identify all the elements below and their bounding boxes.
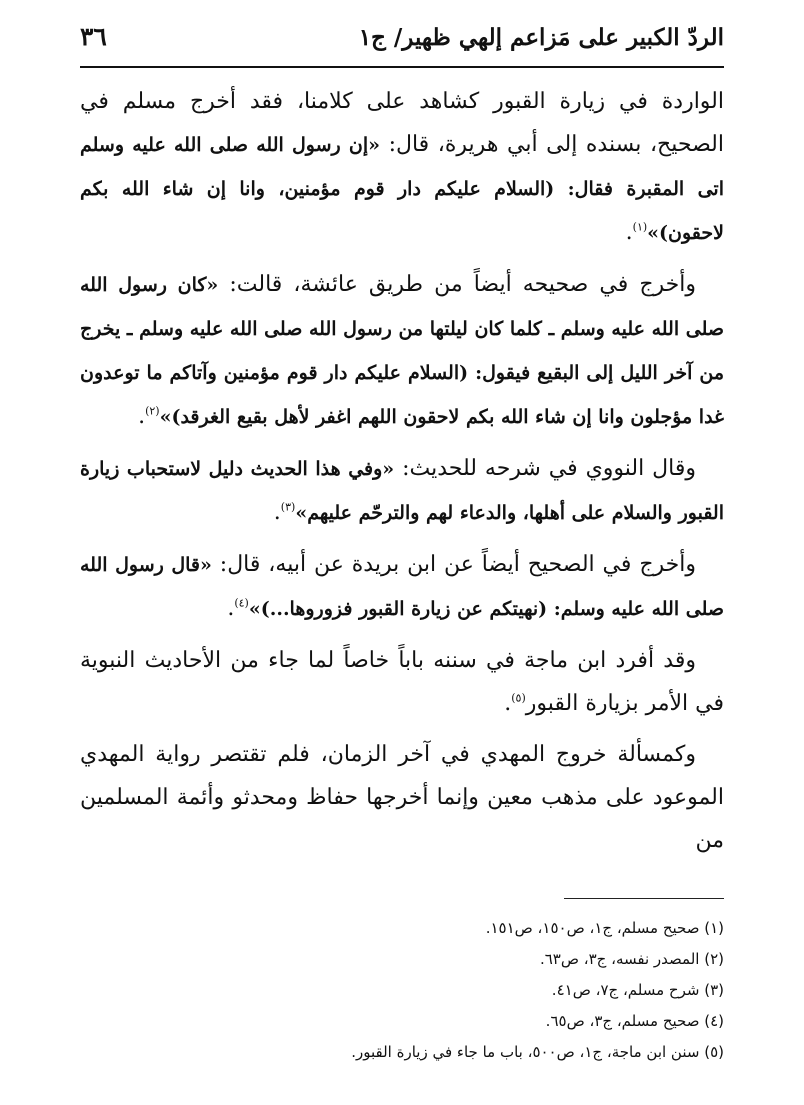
paragraph-text: وأخرج في الصحيح أيضاً عن ابن بريدة عن أبيه، قال: xyxy=(211,552,696,577)
footnote-rule xyxy=(564,898,724,899)
paragraph xyxy=(80,733,724,862)
footnote-ref: (٢) xyxy=(145,404,160,418)
hadith-quote: «قال رسول الله صلى الله عليه وسلم: (نهيتكم عن زيارة القبور فزوروها...)» xyxy=(80,554,724,620)
footnote-item: (٢) المصدر نفسه، ج٣، ص٦٣. xyxy=(539,950,724,968)
paragraph-text: وأخرج في صحيحه أيضاً من طريق عائشة، قالت: xyxy=(218,272,696,297)
paragraph-text: وقال النووي في شرحه للحديث: xyxy=(394,456,697,481)
paragraph-text: وكمسألة خروج المهدي في آخر الزمان، فلم تقتصر رواية المهدي الموعود على مذهب معين وإنما أخرجها حفاظ ومحدثو وأئمة المسلمين من xyxy=(80,742,724,853)
hadith-quote: «إن رسول الله صلى الله عليه وسلم اتى المقبرة فقال: (السلام عليكم دار قوم مؤمنين، وانا إن شاء الله بكم لاحقون)» xyxy=(80,134,724,244)
footnote-ref: (٤) xyxy=(234,596,249,610)
paragraph xyxy=(80,447,724,535)
paragraph-text: . xyxy=(138,404,146,429)
footnote-item: (٤) صحيح مسلم، ج٣، ص٦٥. xyxy=(545,1012,724,1030)
footnote-ref: (٥) xyxy=(511,691,526,705)
paragraph-text: . xyxy=(273,500,281,525)
book-page xyxy=(80,22,724,1065)
paragraph-text: . xyxy=(504,691,512,716)
paragraph xyxy=(80,543,724,631)
paragraph-text: الواردة في زيارة القبور كشاهد على كلامنا، فقد أخرج مسلم في الصحيح، بسنده إلى أبي هريرة، قال: xyxy=(80,89,724,157)
paragraph xyxy=(80,80,724,255)
paragraph xyxy=(80,639,724,725)
footnote-ref: (١) xyxy=(632,220,648,234)
hadith-quote: «وفي هذا الحديث دليل لاستحباب زيارة القبور والسلام على أهلها، والدعاء لهم والترحّم عليهم» xyxy=(80,458,724,524)
footnote-ref: (٣) xyxy=(280,500,296,514)
book-title: الردّ الكبير على مَزاعم إلهي ظهير/ ج١ xyxy=(358,24,724,51)
paragraph xyxy=(80,263,724,439)
footnote-item: (١) صحيح مسلم، ج١، ص١٥٠، ص١٥١. xyxy=(485,919,724,937)
footnote-item: (٥) سنن ابن ماجة، ج١، ص٥٠٠، باب ما جاء في زيارة القبور. xyxy=(351,1043,724,1061)
body-text xyxy=(80,80,724,862)
paragraph-text: . xyxy=(625,220,633,245)
header-rule xyxy=(80,66,724,68)
hadith-quote: «كان رسول الله صلى الله عليه وسلم ـ كلما كان ليلتها من رسول الله صلى الله عليه وسلم ـ يخرج من آخر الليل إلى البقيع فيقول: (السلام عليكم دار قوم مؤمنين وآتاكم ما توعدون غدا مؤجلون وانا إن شاء الله بكم لاحقون اللهم اغفر لأهل بقيع الغرقد)» xyxy=(80,274,724,428)
footnote-item: (٣) شرح مسلم، ج٧، ص٤١. xyxy=(551,981,724,999)
running-header xyxy=(80,22,724,62)
paragraph-text: . xyxy=(227,596,235,621)
paragraph-text: وقد أفرد ابن ماجة في سننه باباً خاصاً لما جاء من الأحاديث النبوية في الأمر بزيارة القبور xyxy=(80,648,724,716)
page-number: ٣٦ xyxy=(80,22,107,51)
footnotes xyxy=(80,913,724,1068)
